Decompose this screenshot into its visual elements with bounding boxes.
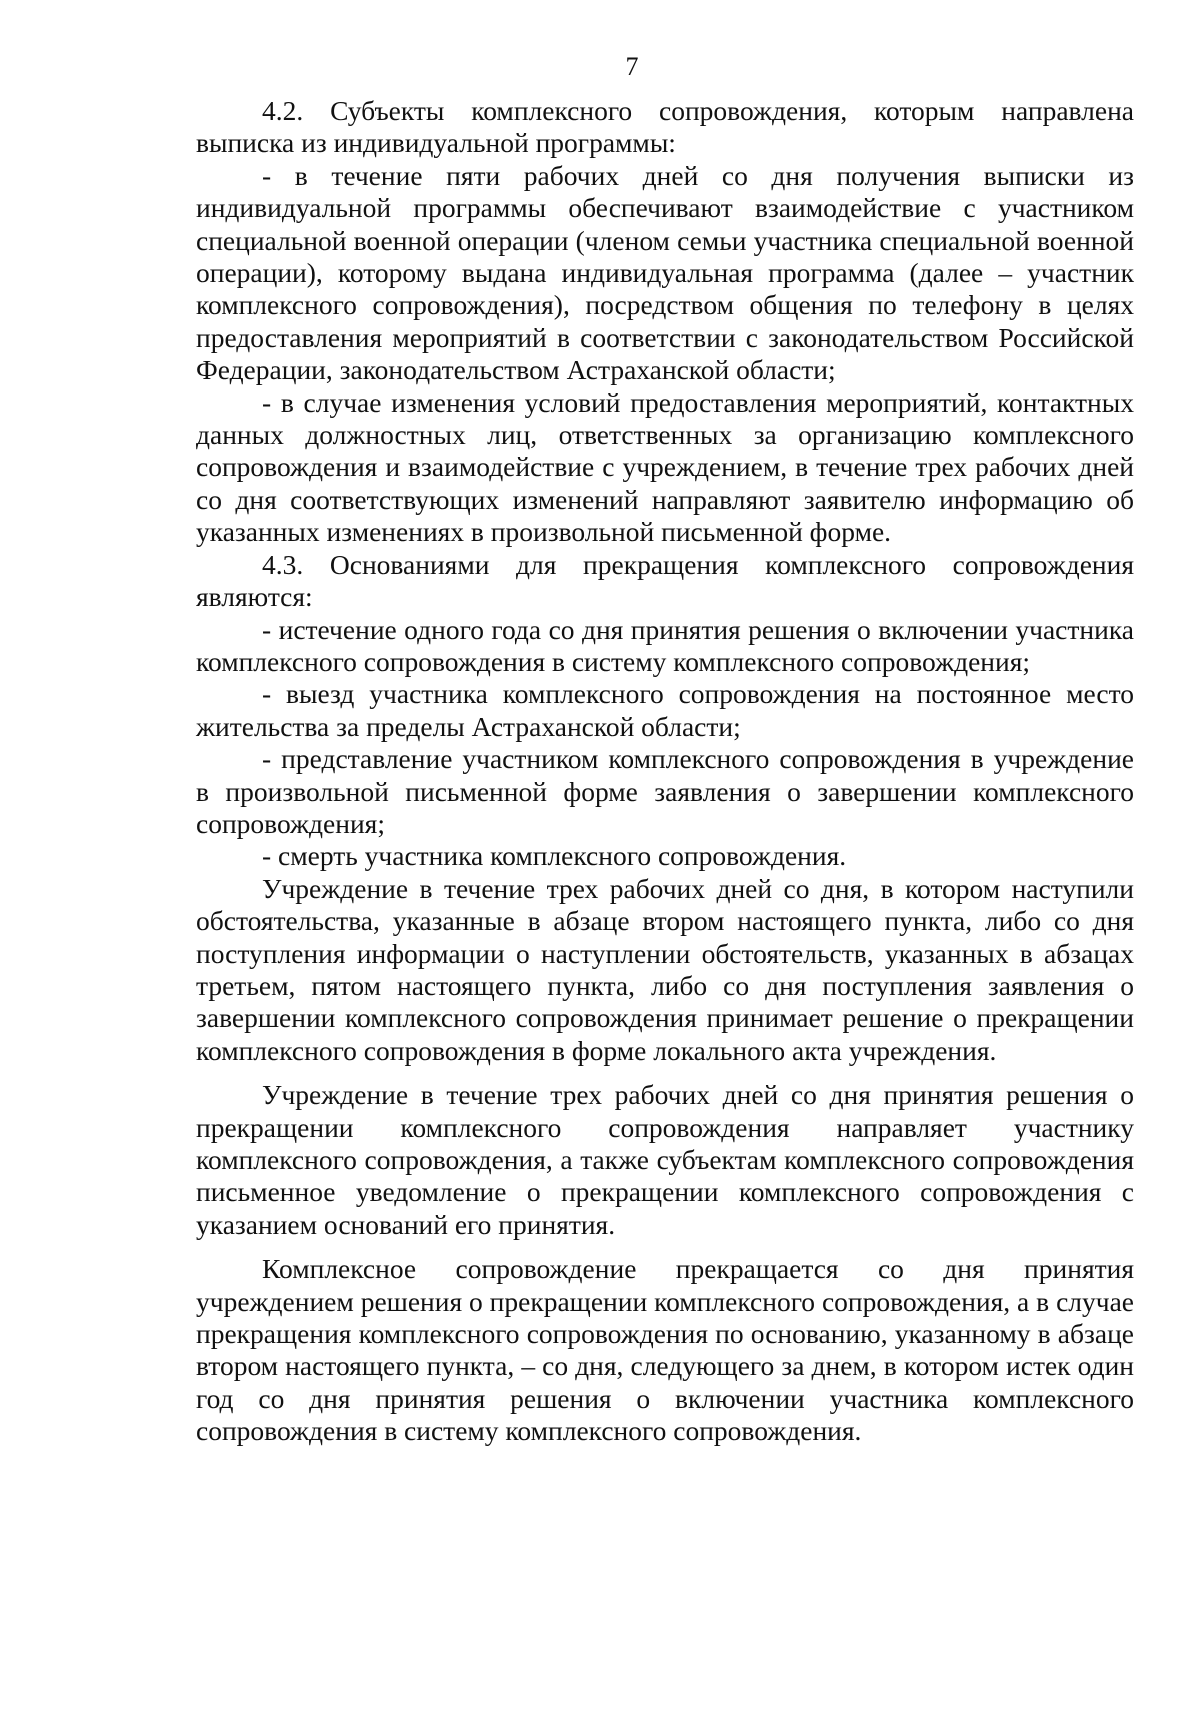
list-item-relocation: - выезд участника комплексного сопровождения на постоянное место жительства за пределы Астраханской области;	[196, 678, 1134, 742]
paragraph-termination-date: Комплексное сопровождение прекращается со дня принятия учреждением решения о прекращении комплексного сопровождения, а в случае прекращения комплексного сопровождения по основанию, указанному в абзаце втором настоящего пункта, – со дня, следующего за днем, в котором истек один год со дня принятия решения о включении участника комплексного сопровождения в систему комплексного сопровождения.	[196, 1253, 1134, 1447]
paragraph-4-2: 4.2. Субъекты комплексного сопровождения, которым направлена выписка из индивидуальной программы:	[196, 95, 1134, 159]
list-item-one-year-expiry: - истечение одного года со дня принятия решения о включении участника комплексного сопровождения в систему комплексного сопровождения;	[196, 613, 1134, 677]
list-item-death: - смерть участника комплексного сопровождения.	[262, 840, 847, 872]
paragraph-decision: Учреждение в течение трех рабочих дней со дня, в котором наступили обстоятельства, указанные в абзаце втором настоящего пункта, либо со дня поступления информации о наступлении обстоятельств, указанных в абзацах третьем, пятом настоящего пункта, либо со дня поступления заявления о завершении комплексного сопровождения принимает решение о прекращении комплексного сопровождения в форме локального акта учреждения.	[196, 872, 1134, 1066]
paragraph-notification: Учреждение в течение трех рабочих дней со дня принятия решения о прекращении комплексного сопровождения направляет участнику комплексного сопровождения, а также субъектам комплексного сопровождения письменное уведомление о прекращении комплексного сопровождения с указанием оснований его принятия.	[196, 1079, 1134, 1240]
page-number: 7	[625, 52, 639, 81]
document-body	[196, 95, 1134, 1448]
list-item-contact-within-five-days: - в течение пяти рабочих дней со дня получения выписки из индивидуальной программы обеспечивают взаимодействие с участником специальной военной операции (членом семьи участника специальной военной операции), которому выдана индивидуальная программа (далее – участник комплексного сопровождения), посредством общения по телефону в целях предоставления мероприятий в соответствии с законодательством Российской Федерации, законодательством Астраханской области;	[196, 159, 1134, 386]
list-item-change-notification: - в случае изменения условий предоставления мероприятий, контактных данных должностных лиц, ответственных за организацию комплексного сопровождения и взаимодействие с учреждением, в течение трех рабочих дней со дня соответствующих изменений направляют заявителю информацию об указанных изменениях в произвольной письменной форме.	[196, 386, 1134, 548]
paragraph-4-3: 4.3. Основаниями для прекращения комплексного сопровождения являются:	[196, 548, 1134, 613]
list-item-application: - представление участником комплексного сопровождения в учреждение в произвольной письменной форме заявления о завершении комплексного сопровождения;	[196, 743, 1134, 839]
